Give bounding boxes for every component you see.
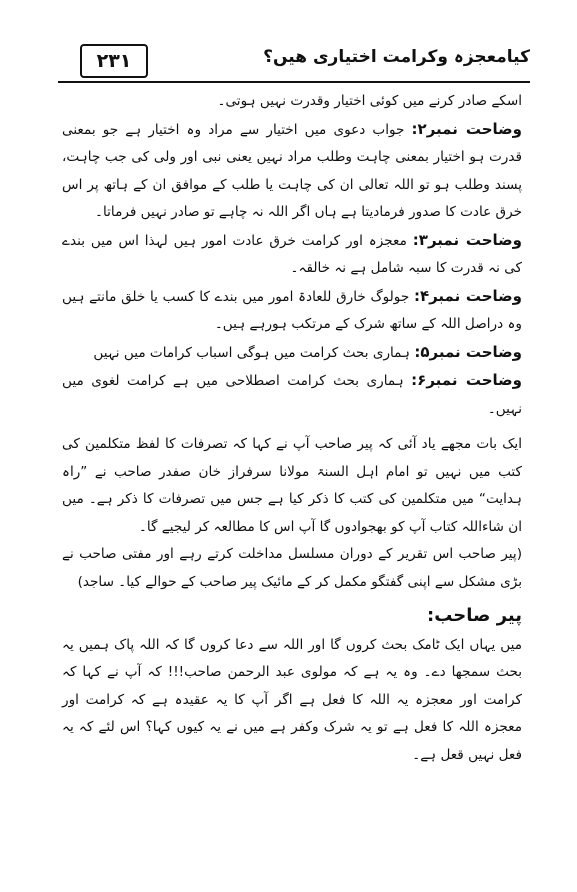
header-rule (58, 81, 530, 83)
clarification-text: جولوگ خارق للعادۃ امور میں بندے کا کسب یا خلق مانتے ہیں وہ دراصل اللہ کے ساتھ شرک کے مرتکب ہورہے ہیں۔ (62, 288, 522, 332)
clarification-text: ہماری بحث کرامت میں ہوگی اسباب کرامات میں نہیں (93, 344, 410, 361)
clarification-label: وضاحت نمبر۶: (411, 371, 522, 389)
section-heading: پیر صاحب: (427, 605, 522, 626)
clarification-label: وضاحت نمبر۳: (412, 230, 523, 249)
clarification-6 (62, 367, 522, 423)
clarification-2 (62, 116, 522, 227)
spacer (62, 423, 522, 431)
clarification-label: وضاحت نمبر۲: (411, 119, 522, 138)
clarification-4 (62, 283, 522, 339)
paragraph: (پیر صاحب اس تقریر کے دوران مسلسل مداخلت کرتے رہے اور مفتی صاحب نے بڑی مشکل سے اپنی گفتگو مکمل کر کے مائیک پیر صاحب کے حوالے کیا۔ ساجد) (62, 546, 522, 590)
clarification-text: ہماری بحث کرامت اصطلاحی میں ہے کرامت لغوی میں نہیں۔ (62, 373, 522, 417)
clarification-label: وضاحت نمبر۵: (414, 342, 522, 361)
text-line (62, 88, 522, 116)
page-number: ۲۳۱ (80, 44, 148, 78)
running-title: کیامعجزہ وکرامت اختیاری ھیں؟ (263, 47, 530, 67)
page-body (62, 88, 522, 769)
clarification-text: جواب دعوی میں اختیار سے مراد وہ اختیار ہے جو بمعنی قدرت ہو اختیار بمعنی چاہت وطلب مراد نہیں یعنی نبی اور ولی کی جب چاہت، پسند وطلب ہو تو اللہ تعالی ان کی چاہت یا طلب کے موافق ان کے ہاتھ پر اس خرق عادت کا صدور فرمادیتا ہے ہاں اگر اللہ نہ چاہے تو صادر نہیں فرماتا۔ (62, 121, 522, 220)
clarification-text: معجزہ اور کرامت خرق عادت امور ہیں لہذا اس میں بندے کی نہ قدرت کا سبہ شامل ہے نہ خالقہ۔ (62, 232, 522, 276)
clarification-label: وضاحت نمبر۴: (413, 286, 522, 305)
clarification-3 (62, 227, 522, 283)
paragraph: ایک بات مجھے یاد آئی کہ پیر صاحب آپ نے کہا کہ تصرفات کا لفظ متکلمین کی کتب میں نہیں تو امام اہل السنۃ مولانا سرفراز خان صفدر صاحب نے ”راہ ہدایت“ میں متکلمین کی کتب کا ذکر کیا ہے جس میں تصرفات کا ذکر ہے۔ میں ان شاءاللہ کتاب آپ کو بھجوادوں گا آپ اس کا مطالعہ کر لیجیے گا۔ (62, 436, 522, 535)
page-header (58, 40, 530, 80)
paragraph-text: اسکے صادر کرنے میں کوئی اختیار وقدرت نہیں ہوتی۔ (217, 93, 522, 109)
paragraph: میں یہاں ایک ٹامک بحث کروں گا اور اللہ سے دعا کروں گا کہ اللہ پاک ہمیں یہ بحث سمجھا دے۔ وہ یہ ہے کہ مولوی عبد الرحمن صاحب!!! کہ آپ نے کہا کہ کرامت اور معجزہ یہ اللہ کا فعل ہے اگر آپ کا یہ عقیدہ ہے کہ کرامت اور معجزہ اللہ کا فعل ہے تو یہ شرک وکفر ہے میں نے یہ کیوں کہا؟ اس لئے کہ یہ فعل نہیں قعل ہے۔ (62, 636, 522, 763)
clarification-5 (62, 339, 522, 368)
